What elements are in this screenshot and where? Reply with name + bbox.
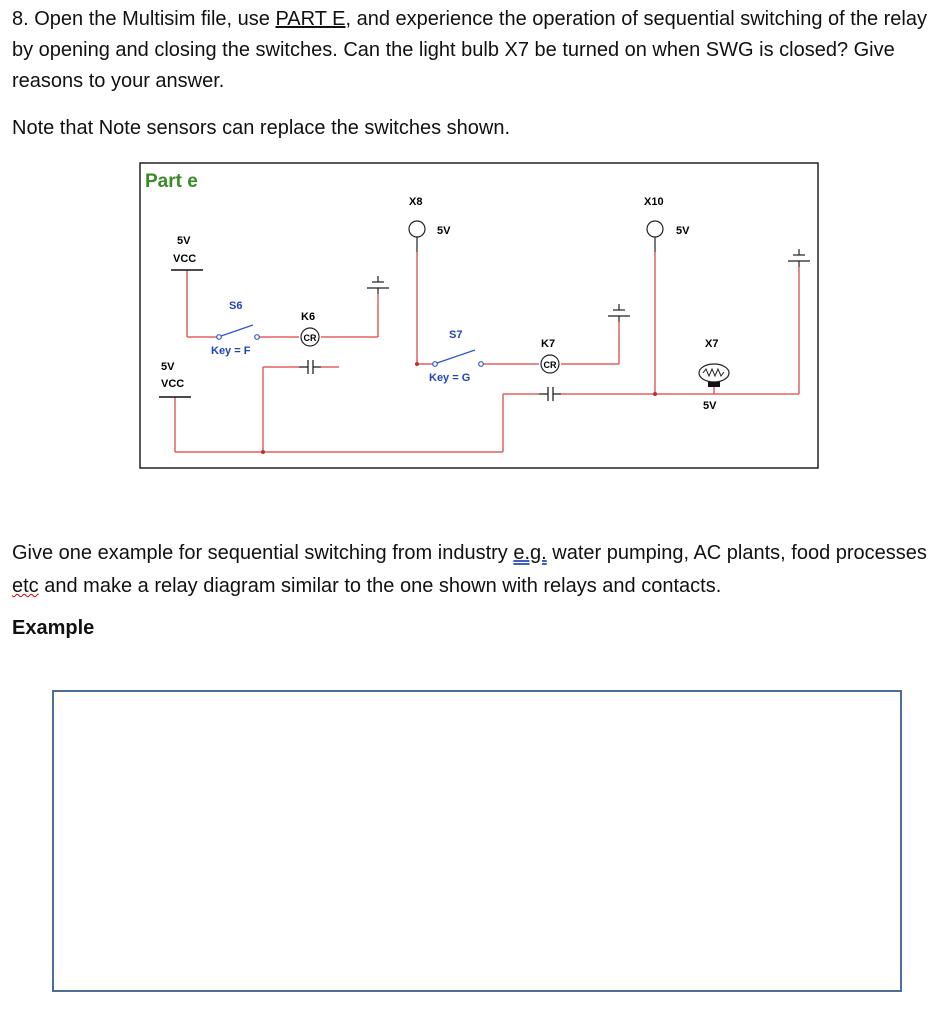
circuit-diagram [139, 162, 819, 469]
k6-coil [301, 328, 319, 346]
vcc2-label: VCC [161, 378, 185, 390]
eg-abbrev: e.g. [513, 542, 547, 564]
section2-part1: Give one example for sequential switching from industry [12, 542, 514, 564]
x10-lamp [647, 221, 663, 237]
question-part1: 8. Open the Multisim file, use [12, 8, 276, 30]
circuit-frame [140, 163, 818, 468]
k7-coil [541, 355, 559, 373]
vcc2-voltage: 5V [161, 361, 175, 373]
x7-voltage: 5V [703, 400, 717, 412]
vcc1-label: VCC [173, 253, 197, 265]
circuit-title: Part e [145, 171, 198, 192]
answer-box[interactable] [52, 690, 902, 992]
x8-voltage: 5V [437, 225, 451, 237]
k7-coil-label: CR [543, 360, 557, 370]
note-text: Note that Note sensors can replace the switches shown. [12, 117, 511, 139]
x8-lamp [409, 221, 425, 237]
x8-label: X8 [409, 196, 423, 208]
s6-key: Key = F [211, 345, 251, 357]
k6-label: K6 [301, 311, 316, 323]
s7-label: S7 [449, 329, 463, 341]
k7-label: K7 [541, 338, 556, 350]
part-e-reference: PART E [275, 8, 346, 30]
question-text [12, 4, 942, 97]
example-label: Example [12, 617, 95, 639]
section2-text [12, 537, 942, 603]
question-part2: , and experience the operation of sequential switching of the relay by opening and closing the switches. Can the light bulb X7 be turned on when SWG is closed? Give reasons to your answer. [12, 8, 927, 92]
vcc1-voltage: 5V [177, 235, 191, 247]
etc-abbrev: etc [12, 575, 39, 597]
x7-label: X7 [705, 338, 719, 350]
section2-part3: and make a relay diagram similar to the one shown with relays and contacts. [38, 575, 722, 597]
x10-label: X10 [644, 196, 664, 208]
section2-part2: water pumping, AC plants, food processes [546, 542, 927, 564]
s7-key: Key = G [429, 372, 471, 384]
k6-coil-label: CR [303, 333, 317, 343]
s6-label: S6 [229, 300, 243, 312]
x10-voltage: 5V [676, 225, 690, 237]
